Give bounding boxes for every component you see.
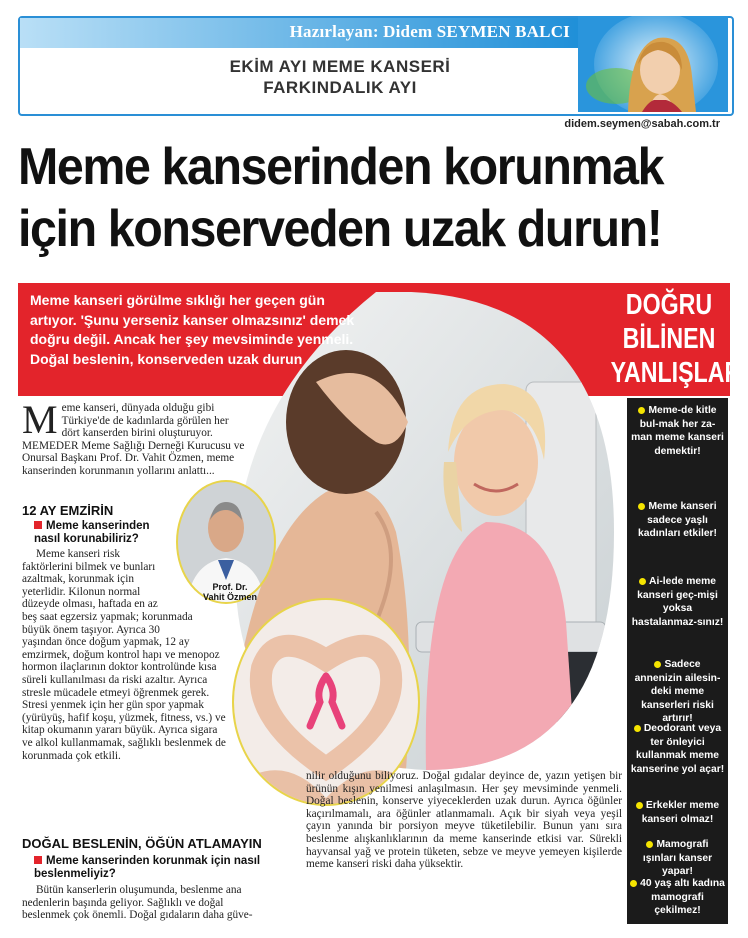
headline-line-2: için konserveden uzak durun!	[18, 200, 662, 258]
section-heading-2: DOĞAL BESLENİN, ÖĞÜN ATLAMAYIN	[22, 836, 262, 851]
myth-item: Erkekler meme kanseri olmaz!	[630, 799, 725, 826]
bullet-icon	[630, 880, 637, 887]
wrap-spacer-3	[228, 630, 248, 738]
doctor-caption: Prof. Dr. Vahit Özmen	[202, 582, 257, 602]
bullet-icon	[638, 503, 645, 510]
author-email: didem.seymen@sabah.com.tr	[564, 118, 720, 130]
answer-2: Bütün kanserlerin oluşumunda, beslenme ana nedenlerin başında geliyor. Sağlıklı ve doğal beslenmek çok önemli. Doğal gıdaların daha güve-	[22, 884, 253, 922]
sidebar-title-2: BİLİNEN	[622, 323, 716, 355]
myth-item: Deodorant veya ter önleyici kullanmak meme kanserine yol açar!	[630, 723, 725, 775]
lead-text: Meme kanseri görülme sıklığı her geçen gün artıyor. 'Şunu yerseniz kanser olmazsınız' demek doğru değil. Ancak her şey mevsiminde yenmeli. Doğal beslenin, konserveden uzak durun	[30, 292, 355, 367]
series-line-2: FARKINDALIK AYI	[263, 78, 417, 97]
wrap-spacer-1	[158, 548, 248, 610]
myth-item: Meme-de kitle bul-mak her za-man meme kanseri demektir!	[631, 405, 724, 457]
myth-item: Sadece annenizin ailesin-deki meme kanserleri riski artırır!	[634, 659, 721, 725]
bullet-icon	[638, 407, 645, 414]
wrap-spacer-2	[194, 610, 248, 630]
myth-item: Ai-lede meme kanseri geç-mişi yoksa hastalanmaz-sınız!	[631, 576, 724, 628]
section-heading-1: 12 AY EMZİRİN	[22, 503, 114, 518]
bullet-square-icon	[34, 856, 42, 864]
sidebar-title	[610, 288, 742, 390]
headline	[18, 136, 688, 260]
bullet-square-icon	[34, 521, 42, 529]
answer-1: Meme kanseri risk faktörlerini bilmek ve bunları azaltmak, korunmak için yeterlidir. Kilonun normal düzeyde olması, haftada en az beş saat egzersiz yapmak; korunmada büyük önem taşıyor. Ayrıca 30 yaşından önce doğum yapmak, 12 ay emzirmek, doğum kontrol hapı ve menopoz hormon ilaçlarının doktor kontrolünde kısa süreli kullanılması da riski azaltır. Ayrıca stresle mücadele etmeyi öğrenmek gerek. Stresi yenmek için her gün spor yapmak (yürüyüş, hafif koşu, yüzmek, fitness, vs.) ve kitap okumanın yararı büyük. Ayrıca sigara ve alkol kullanmamak, sağlıklı beslenmek de korunmada çok etkili.	[22, 548, 248, 762]
headline-line-1: Meme kanserinden korunmak	[18, 138, 664, 196]
bullet-icon	[636, 802, 643, 809]
author-byline: Hazırlayan: Didem SEYMEN BALCI	[289, 22, 570, 41]
author-photo	[578, 16, 728, 112]
bullet-icon	[654, 661, 661, 668]
bullet-icon	[634, 725, 641, 732]
bullet-icon	[646, 841, 653, 848]
drop-cap: M	[22, 397, 58, 442]
answer-2-continued: nilir olduğunu biliyoruz. Doğal gıdalar deyince de, yazın yetişen bir ürünün kışın yenilmesi anlaşılmasın. Her şey mevsiminde yenmeli. Doğal beslenin, konserve yiyeceklerden uzak durun. Ayrıca öğünler kaçırılmamalı, ara öğünler atlanmamalı. Açık bir siyah veya yeşil çayın yanında bir porsiyon meyve tüketilebilir. Bunun yanı sıra beslenme alışkanlıklarının da meme kanserinde etkisi var. Sürekli hayvansal yağ ve protein tüketen, sebze ve meyve yemeyen kişilerde meme kanseri riski daha yüksektir.	[306, 770, 622, 871]
question-2: Meme kanserinden korunmak için nasıl beslenmeliyiz?	[34, 855, 261, 880]
question-1: Meme kanserinden nasıl korunabiliriz?	[34, 520, 150, 545]
series-line-1: EKİM AYI MEME KANSERİ	[229, 57, 451, 76]
article-intro: Meme kanseri, dünyada olduğu gibi Türkiye'de de kadınlarda görülen her dört kanserden birini oluşturuyor. MEMEDER Meme Sağlığı Derneği Kurucusu ve Onursal Başkanı Prof. Dr. Vahit Özmen, meme kanserinden korunmanın yollarını anlattı...	[22, 397, 245, 477]
bullet-icon	[639, 578, 646, 585]
myth-item: 40 yaş altı kadına mamografi çekilmez!	[630, 877, 725, 918]
series-title	[120, 56, 560, 98]
sidebar-title-1: DOĞRU	[625, 289, 713, 321]
myth-item: Meme kanseri sadece yaşlı kadınları etkiler!	[638, 501, 717, 540]
myth-item: Mamografi ışınları kanser yapar!	[642, 839, 713, 878]
sidebar-title-3: YANLIŞLAR	[610, 357, 742, 389]
